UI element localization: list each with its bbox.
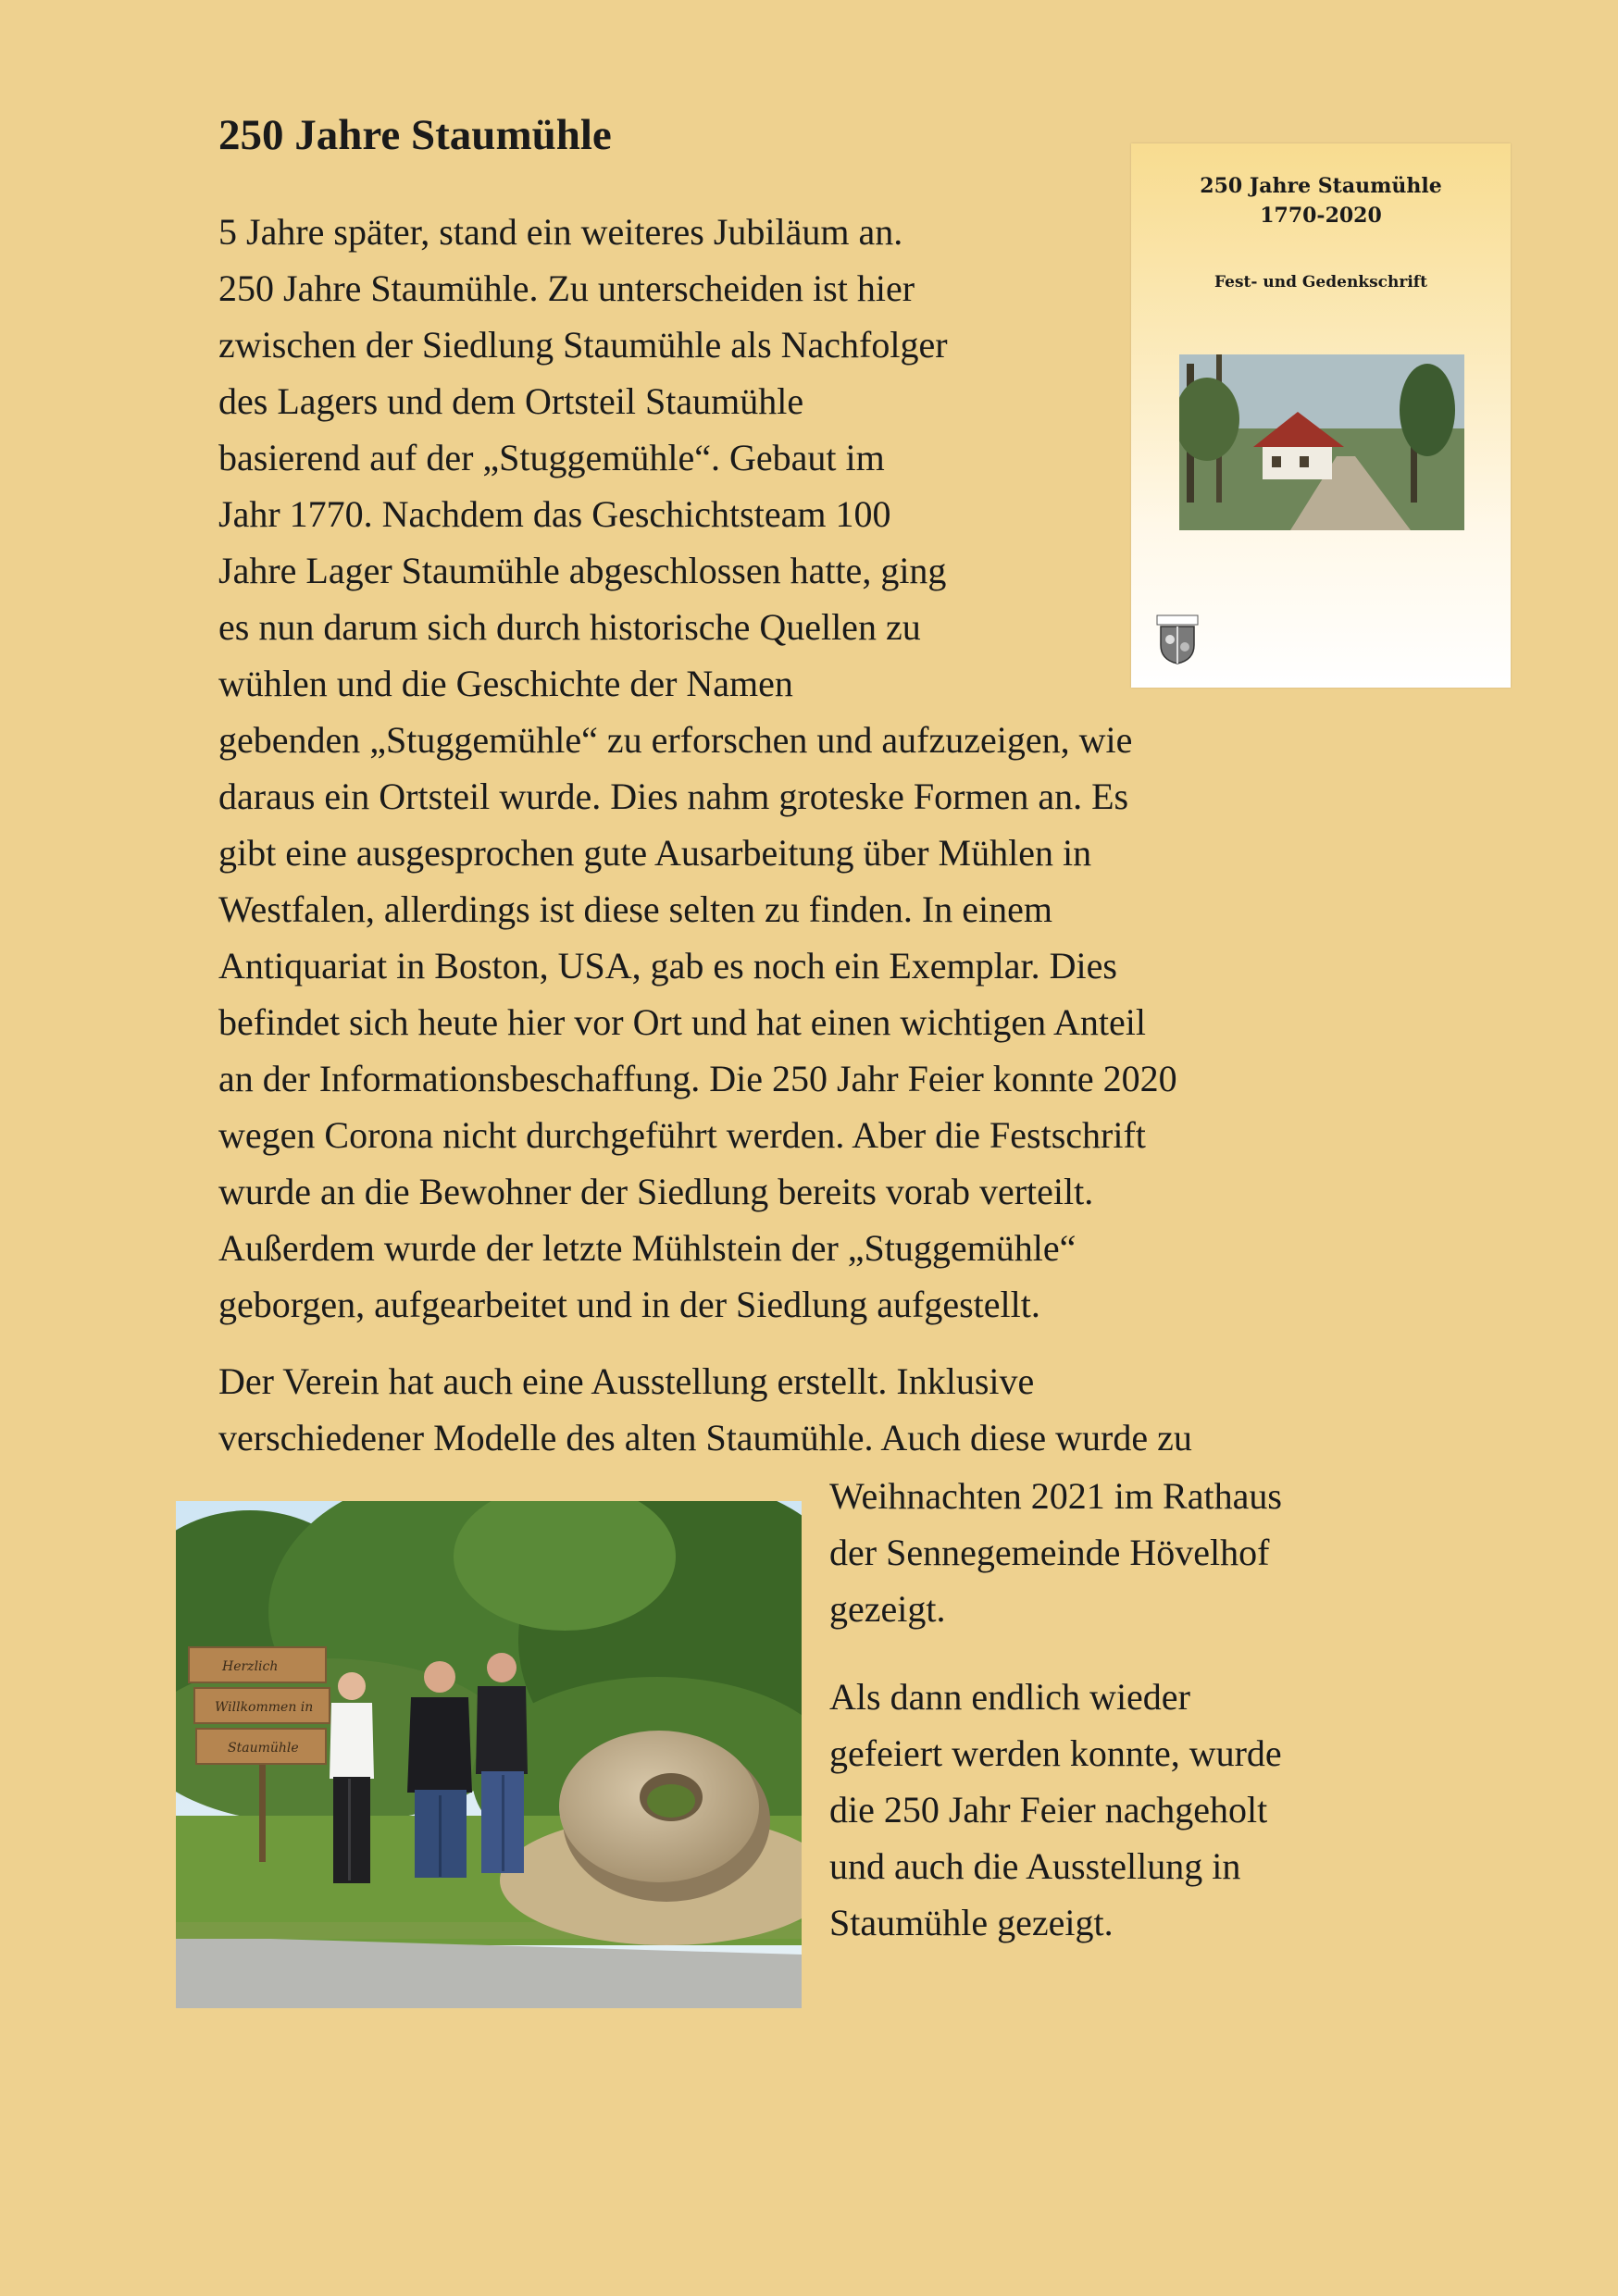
text-line: und auch die Ausstellung in <box>829 1845 1241 1887</box>
text-line: verschiedener Modelle des alten Staumühle. Auch diese wurde zu <box>218 1417 1192 1458</box>
text-line: wegen Corona nicht durchgeführt werden. Aber die Festschrift <box>218 1114 1146 1156</box>
text-line: an der Informationsbeschaffung. Die 250 Jahr Feier konnte 2020 <box>218 1058 1177 1099</box>
cover-title <box>1131 171 1511 230</box>
text-line: daraus ein Ortsteil wurde. Dies nahm groteske Formen an. Es <box>218 776 1129 817</box>
millstone-photo <box>176 1501 802 2008</box>
cover-postcard-photo <box>1179 354 1464 530</box>
sign-text-3: Staumühle <box>228 1741 299 1756</box>
text-line: Westfalen, allerdings ist diese selten zu finden. In einem <box>218 888 1052 930</box>
text-line: befindet sich heute hier vor Ort und hat einen wichtigen Anteil <box>218 1001 1146 1043</box>
cover-subtitle: Fest- und Gedenkschrift <box>1214 273 1427 292</box>
cover-title-line: 250 Jahre Staumühle <box>1200 174 1442 198</box>
text-line: des Lagers und dem Ortsteil Staumühle <box>218 380 804 422</box>
text-line: die 250 Jahr Feier nachgeholt <box>829 1789 1268 1831</box>
text-line: gefeiert werden konnte, wurde <box>829 1732 1282 1774</box>
text-line: Jahr 1770. Nachdem das Geschichtsteam 100 <box>218 493 891 535</box>
text-line: Außerdem wurde der letzte Mühlstein der „Stuggemühle“ <box>218 1227 1077 1269</box>
crest-icon <box>1155 614 1200 665</box>
sign-text-1: Herzlich <box>222 1659 279 1674</box>
text-line: Der Verein hat auch eine Ausstellung erstellt. Inklusive <box>218 1360 1035 1402</box>
text-line: 5 Jahre später, stand ein weiteres Jubiläum an. <box>218 211 903 253</box>
paragraph-exhibition <box>218 1353 1403 1466</box>
text-line: gezeigt. <box>829 1588 946 1630</box>
text-line: wurde an die Bewohner der Siedlung bereits vorab verteilt. <box>218 1171 1094 1212</box>
millstone-scene <box>176 1501 802 2008</box>
text-line: geborgen, aufgearbeitet und in der Siedlung aufgestellt. <box>218 1284 1040 1325</box>
page-title: 250 Jahre Staumühle <box>218 111 612 159</box>
text-line: der Sennegemeinde Hövelhof <box>829 1532 1270 1573</box>
text-line: zwischen der Siedlung Staumühle als Nachfolger <box>218 324 948 366</box>
sign-text-2: Willkommen in <box>215 1700 314 1715</box>
cover-title-years: 1770-2020 <box>1260 204 1382 228</box>
festschrift-cover-image <box>1131 143 1511 688</box>
text-line: basierend auf der „Stuggemühle“. Gebaut im <box>218 437 885 478</box>
text-line: es nun darum sich durch historische Quellen zu <box>218 606 921 648</box>
text-line: Antiquariat in Boston, USA, gab es noch ein Exemplar. Dies <box>218 945 1117 987</box>
text-line: gebenden „Stuggemühle“ zu erforschen und aufzuzeigen, wie <box>218 719 1133 761</box>
text-line: Staumühle gezeigt. <box>829 1902 1114 1943</box>
text-line: Weihnachten 2021 im Rathaus <box>829 1475 1282 1517</box>
paragraph-exhibition-continued <box>829 1468 1422 1637</box>
paragraph-celebration <box>829 1669 1422 1951</box>
text-line: Als dann endlich wieder <box>829 1676 1190 1718</box>
postcard-scene <box>1179 354 1464 530</box>
text-line: wühlen und die Geschichte der Namen <box>218 663 793 704</box>
text-line: 250 Jahre Staumühle. Zu unterscheiden ist hier <box>218 267 915 309</box>
text-line: Jahre Lager Staumühle abgeschlossen hatte, ging <box>218 550 947 591</box>
text-line: gibt eine ausgesprochen gute Ausarbeitung über Mühlen in <box>218 832 1092 874</box>
